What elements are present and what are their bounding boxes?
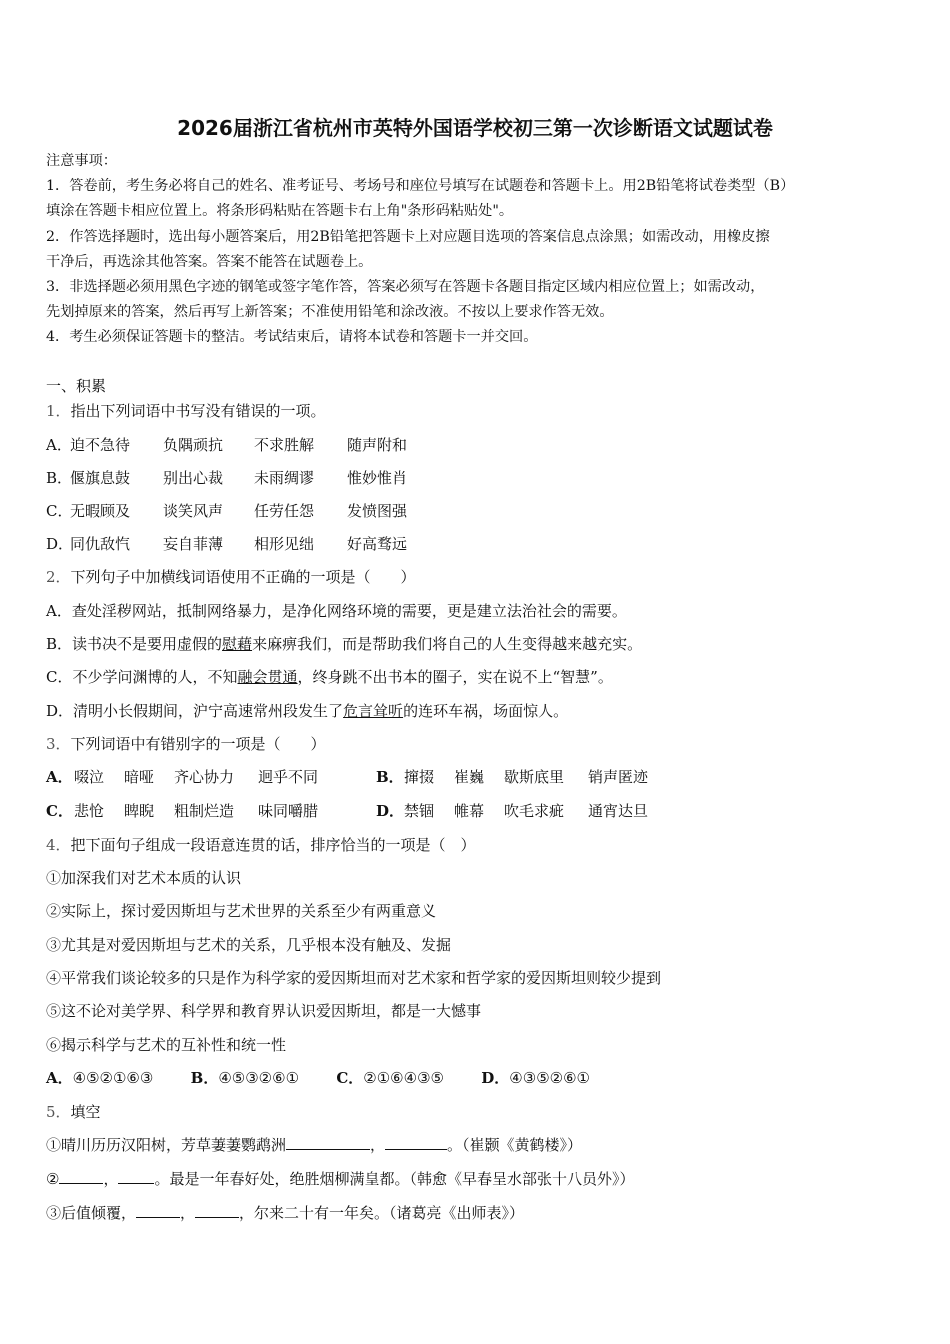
option-text: 的连环车祸，场面惊人。: [403, 702, 569, 720]
notice-line-2: 填涂在答题卡相应位置上。将条形码粘贴在答题卡右上角"条形码粘贴处"。: [46, 203, 514, 219]
notice-line-1: 1．答卷前，考生务必将自己的姓名、准考证号、考场号和座位号填写在试题卷和答题卡上。用2B铅笔将试卷类型（B）: [46, 178, 795, 194]
fill-text: ③后值倾覆，: [46, 1204, 137, 1222]
option-word: 吹毛求疵: [504, 802, 565, 820]
option-label: D．: [376, 802, 405, 820]
q4-options: [46, 1068, 590, 1088]
option-word: 暗哑: [124, 768, 155, 786]
question-text: 把下面句子组成一段语意连贯的话，排序恰当的一项是（ ）: [70, 836, 476, 854]
option-word: 妄自菲薄: [163, 535, 224, 553]
option-label: C．: [46, 502, 73, 520]
option-value: ②①⑥④③⑤: [363, 1069, 444, 1087]
option-word: 同仇敌忾: [70, 535, 131, 553]
fill-text: 。最是一年春好处，绝胜烟柳满皇都。（韩愈《早春呈水部张十八员外》）: [154, 1170, 635, 1188]
fill-text: 。（崔颢《黄鹤楼》）: [447, 1136, 583, 1154]
notice-line-6: 先划掉原来的答案，然后再写上新答案；不准使用铅笔和涂改液。不按以上要求作答无效。: [46, 304, 614, 320]
q4-item-2: ②实际上，探讨爱因斯坦与艺术世界的关系至少有两重意义: [46, 902, 437, 920]
fill-blank[interactable]: [286, 1135, 370, 1150]
question-number: 5．: [46, 1103, 71, 1121]
q5-line-2: [46, 1169, 634, 1189]
option-word: 崔巍: [454, 768, 485, 786]
option-label: C．: [46, 668, 73, 686]
option-text: ，终身跳不出书本的圈子，实在说不上“智慧”。: [297, 668, 613, 686]
option-word: 齐心协力: [174, 768, 235, 786]
option-underlined: 危言耸听: [343, 702, 404, 720]
question-1-stem: [46, 401, 326, 421]
option-word: 禁锢: [404, 802, 435, 820]
option-word: 发愤图强: [347, 502, 408, 520]
fill-blank[interactable]: [136, 1203, 180, 1218]
question-3-stem: [46, 734, 326, 754]
option-word: 未雨绸谬: [254, 469, 315, 487]
option-label: D．: [46, 535, 74, 553]
question-5-stem: [46, 1102, 101, 1122]
option-underlined: 慰藉: [222, 635, 253, 653]
option-label: D．: [46, 702, 74, 720]
option-text: 不少学问渊博的人，不知: [72, 668, 238, 686]
option-word: 惟妙惟肖: [347, 469, 408, 487]
q3-row-1: [46, 767, 648, 787]
question-text: 下列句子中加横线词语使用不正确的一项是（ ）: [70, 568, 416, 586]
option-word: 迥乎不同: [258, 768, 319, 786]
q1-option-b: [46, 468, 407, 488]
fill-blank[interactable]: [385, 1135, 447, 1150]
fill-text: ，: [370, 1136, 386, 1154]
option-value: ④③⑤②⑥①: [509, 1069, 590, 1087]
q2-option-b: [46, 634, 642, 654]
option-label: B．: [46, 469, 73, 487]
q4-item-6: ⑥揭示科学与艺术的互补性和统一性: [46, 1036, 287, 1054]
question-number: 4．: [46, 836, 71, 854]
question-number: 1．: [46, 402, 71, 420]
q3-row-2: [46, 801, 648, 821]
option-word: 好高骛远: [347, 535, 408, 553]
option-label: C．: [336, 1069, 364, 1087]
option-word: 不求胜解: [254, 436, 315, 454]
fill-text: ②: [46, 1170, 60, 1188]
question-text: 下列词语中有错别字的一项是（ ）: [70, 735, 326, 753]
question-4-stem: [46, 835, 476, 855]
q4-item-1: ①加深我们对艺术本质的认识: [46, 869, 242, 887]
option-word: 任劳任怨: [254, 502, 315, 520]
option-word: 负隅顽抗: [163, 436, 224, 454]
notice-heading: 注意事项：: [46, 153, 117, 169]
option-word: 随声附和: [347, 436, 408, 454]
q1-option-c: [46, 501, 407, 521]
question-text: 指出下列词语中书写没有错误的一项。: [70, 402, 326, 420]
option-label: A．: [46, 1069, 73, 1087]
question-2-stem: [46, 567, 416, 587]
option-word: 无暇顾及: [70, 502, 131, 520]
notice-line-4: 干净后，再选涂其他答案。答案不能答在试题卷上。: [46, 254, 373, 270]
section-heading: 一、积累: [46, 377, 107, 395]
fill-blank[interactable]: [59, 1169, 103, 1184]
option-word: 偃旗息鼓: [70, 469, 131, 487]
option-underlined: 融会贯通: [237, 668, 298, 686]
notice-line-7: 4．考生必须保证答题卡的整洁。考试结束后，请将本试卷和答题卡一并交回。: [46, 329, 538, 345]
option-word: 粗制烂造: [174, 802, 235, 820]
option-value: ④⑤③②⑥①: [218, 1069, 300, 1087]
fill-text: ，尔来二十有一年矣。（诸葛亮《出师表》）: [239, 1204, 525, 1222]
option-text: 清明小长假期间，沪宁高速常州段发生了: [73, 702, 344, 720]
option-label: B．: [376, 768, 404, 786]
q2-option-d: [46, 701, 568, 721]
option-label: A．: [46, 436, 72, 454]
q2-option-c: [46, 667, 613, 687]
q5-line-1: [46, 1135, 582, 1155]
option-label: D．: [481, 1069, 510, 1087]
option-text: 来麻痹我们，而是帮助我们将自己的人生变得越来越充实。: [252, 635, 643, 653]
option-word: 悲怆: [74, 802, 105, 820]
q1-option-a: [46, 435, 407, 455]
notice-line-3: 2．作答选择题时，选出每小题答案后，用2B铅笔把答题卡上对应题目选项的答案信息点涂黑；如需改动，用橡皮擦: [46, 229, 770, 245]
option-word: 啜泣: [74, 768, 105, 786]
option-word: 味同嚼腊: [258, 802, 319, 820]
option-word: 谈笑风声: [163, 502, 224, 520]
q2-option-a: [46, 601, 627, 621]
fill-blank[interactable]: [118, 1169, 154, 1184]
option-label: A．: [46, 602, 72, 620]
option-word: 别出心裁: [163, 469, 224, 487]
page-title: 2026届浙江省杭州市英特外国语学校初三第一次诊断语文试题试卷: [177, 116, 773, 140]
option-word: 帷幕: [454, 802, 485, 820]
option-label: B．: [46, 635, 73, 653]
fill-text: ，: [180, 1204, 196, 1222]
option-word: 撺掇: [404, 768, 435, 786]
option-value: ④⑤②①⑥③: [72, 1069, 154, 1087]
notice-line-5: 3．非选择题必须用黑色字迹的钢笔或签字笔作答，答案必须写在答题卡各题目指定区域内相应位置上；如需改动，: [46, 279, 765, 295]
option-word: 迫不急待: [70, 436, 131, 454]
option-word: 通宵达旦: [588, 802, 649, 820]
option-word: 睥睨: [124, 802, 155, 820]
option-word: 相形见绌: [254, 535, 315, 553]
question-number: 3．: [46, 735, 71, 753]
question-text: 填空: [70, 1103, 101, 1121]
fill-text: ，: [103, 1170, 119, 1188]
option-word: 歇斯底里: [504, 768, 565, 786]
option-text: 查处淫秽网站，抵制网络暴力，是净化网络环境的需要，更是建立法治社会的需要。: [71, 602, 627, 620]
fill-text: ①晴川历历汉阳树，芳草萋萋鹦鹉洲: [46, 1136, 287, 1154]
q4-item-5: ⑤这不论对美学界、科学界和教育界认识爱因斯坦，都是一大憾事: [46, 1002, 482, 1020]
q5-line-3: [46, 1203, 524, 1223]
question-number: 2．: [46, 568, 71, 586]
option-word: 销声匿迹: [588, 768, 649, 786]
option-label: C．: [46, 802, 73, 820]
q1-option-d: [46, 534, 407, 554]
option-text: 读书决不是要用虚假的: [72, 635, 223, 653]
fill-blank[interactable]: [195, 1203, 239, 1218]
option-label: A．: [46, 768, 73, 786]
q4-item-4: ④平常我们谈论较多的只是作为科学家的爱因斯坦而对艺术家和哲学家的爱因斯坦则较少提到: [46, 969, 662, 987]
q4-item-3: ③尤其是对爱因斯坦与艺术的关系，几乎根本没有触及、发掘: [46, 936, 452, 954]
option-label: B．: [190, 1069, 219, 1087]
